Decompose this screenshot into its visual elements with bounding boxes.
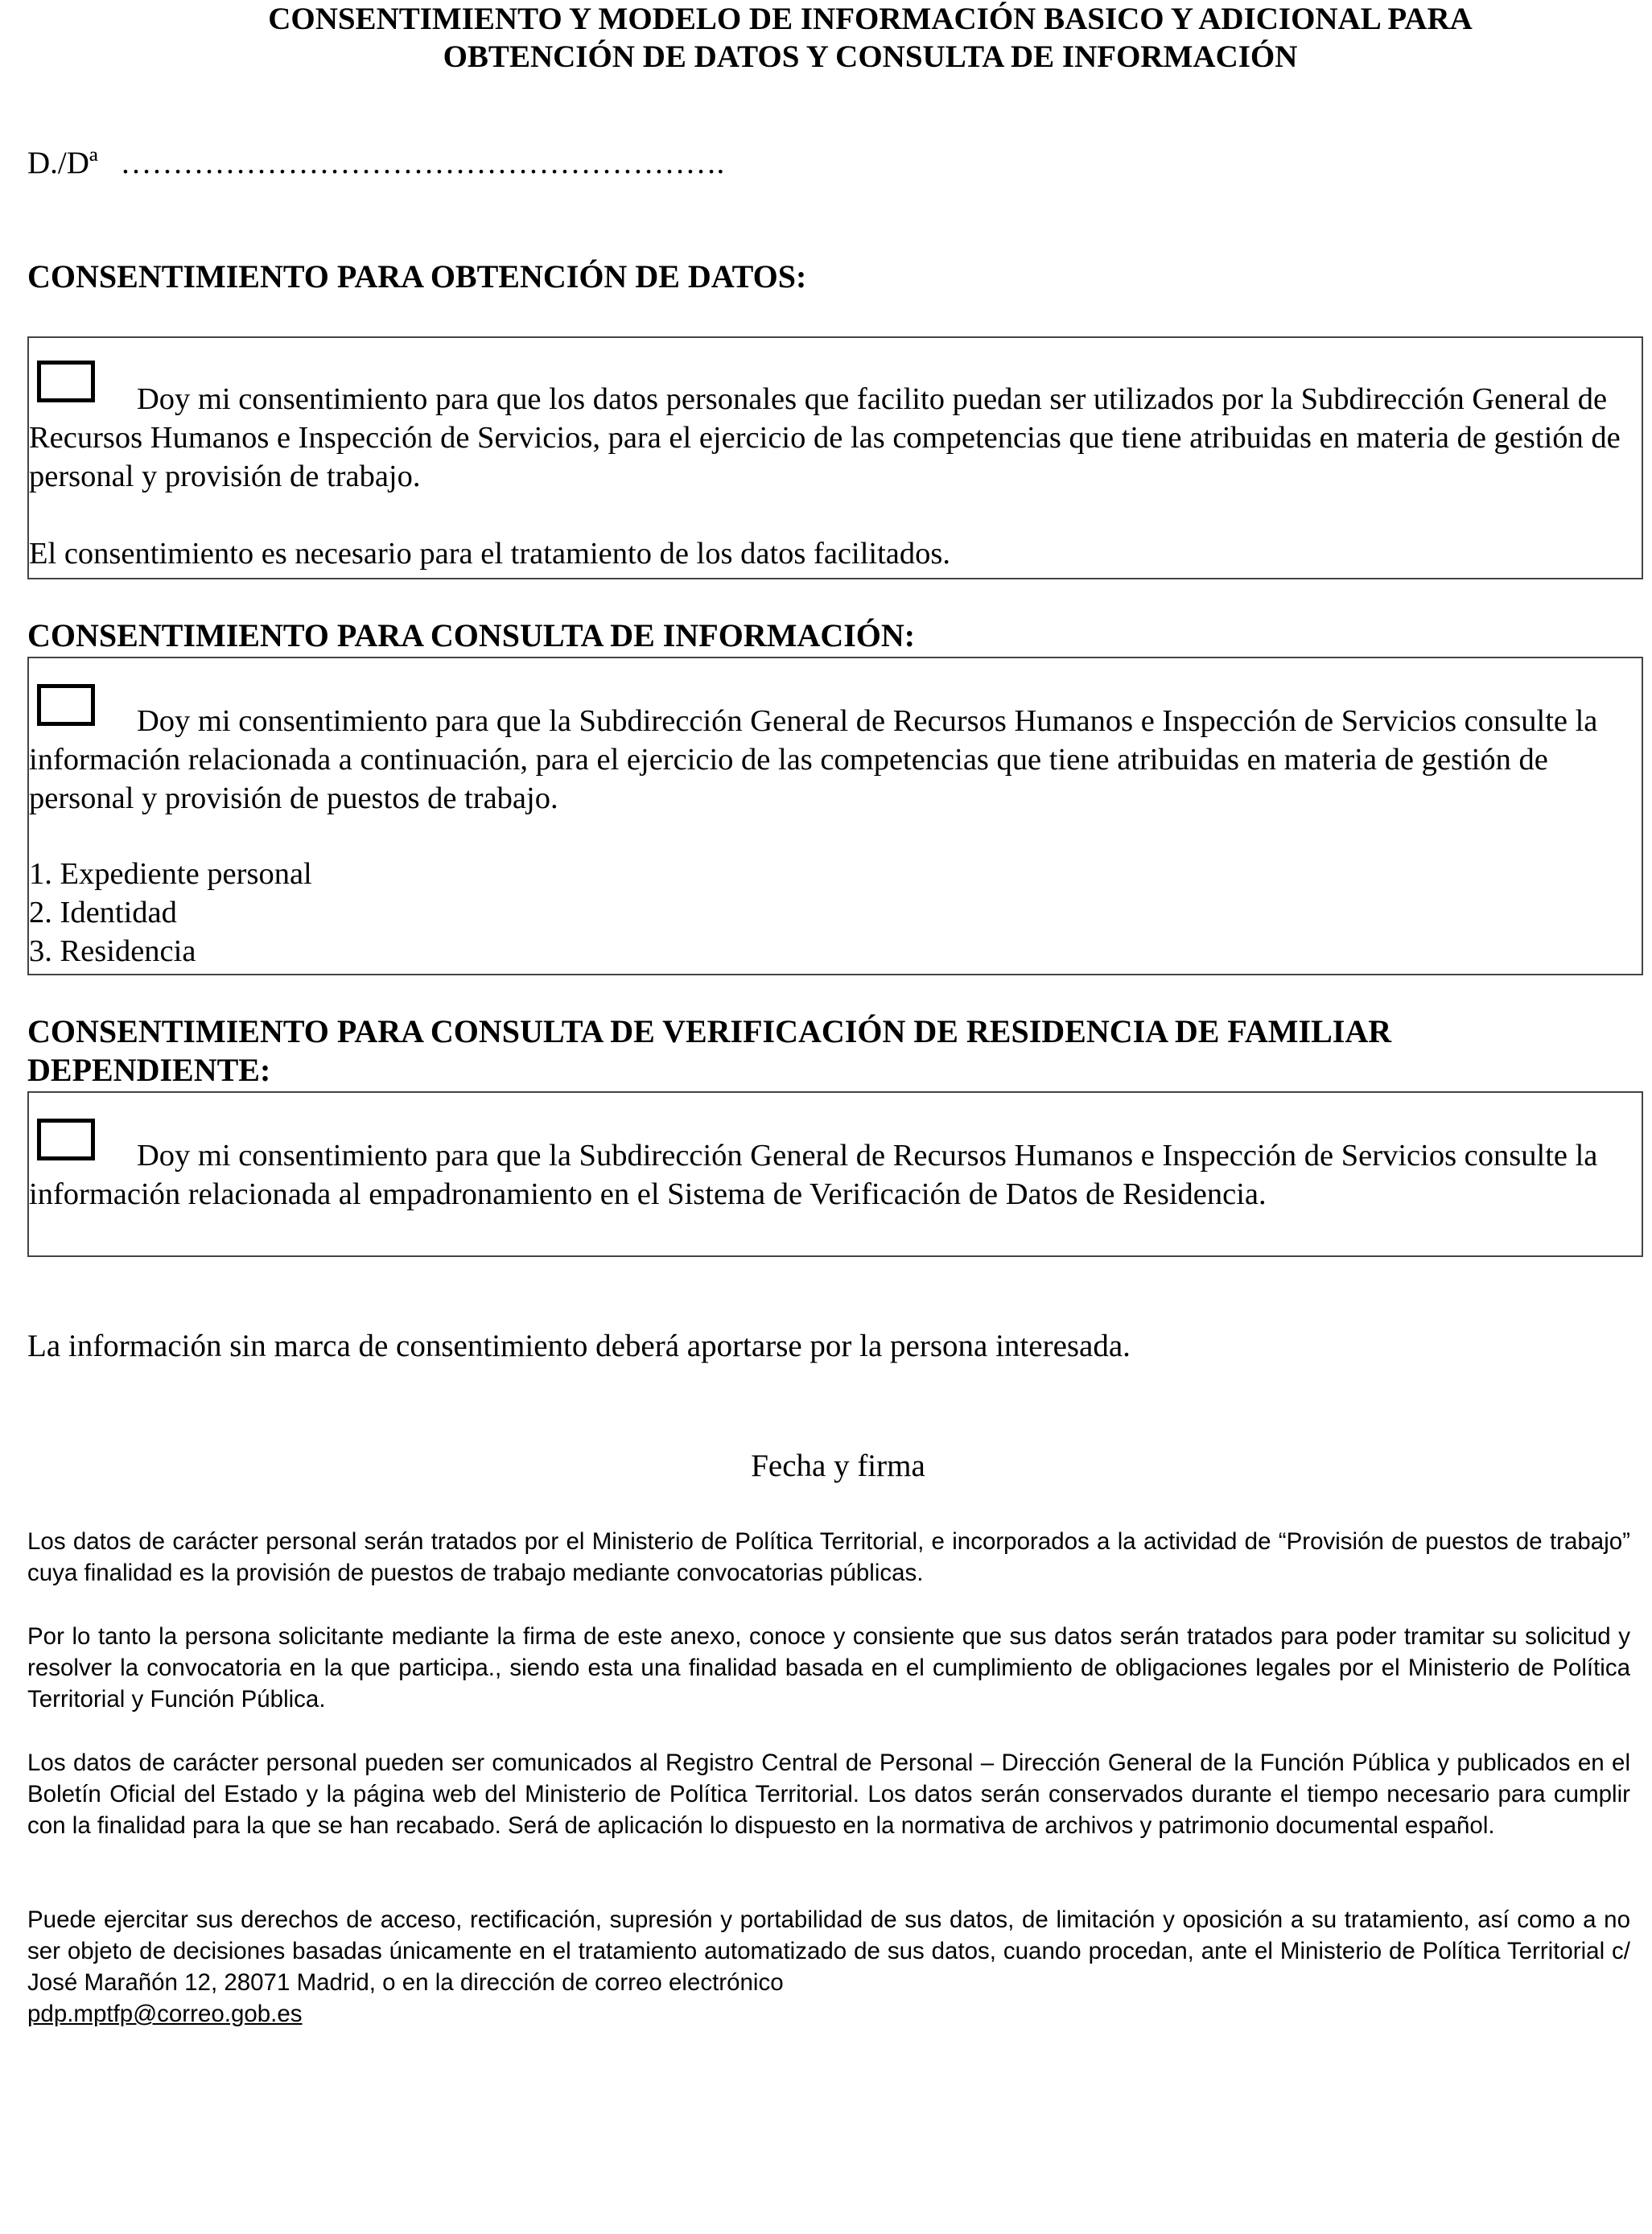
list-item: 2. Identidad bbox=[29, 896, 177, 929]
list-item: 3. Residencia bbox=[29, 934, 196, 968]
contact-email-link[interactable]: pdp.mptfp@correo.gob.es bbox=[27, 2001, 303, 2027]
missing-consent-notice: La información sin marca de consentimiento deberá aportarse por la persona interesada. bbox=[27, 1329, 1131, 1363]
consent-text-obtencion bbox=[29, 380, 1642, 573]
consulta-items-list bbox=[29, 855, 1621, 971]
consent-text-residencia bbox=[29, 1136, 1642, 1214]
section-heading-obtencion: CONSENTIMIENTO PARA OBTENCIÓN DE DATOS: bbox=[27, 258, 807, 295]
consent-box-residencia bbox=[27, 1091, 1643, 1257]
legal-text: Puede ejercitar sus derechos de acceso, rectificación, supresión y portabilidad de sus datos, de limitación y oposición a su tratamiento, así como a no ser objeto de decisiones basadas únicamente en el tratamiento automatizado de sus datos, cuando procedan, ante el Ministerio de Política Territorial c/ José Marañón 12, 28071 Madrid, o en la dirección de correo electrónico bbox=[27, 1906, 1630, 1996]
section-heading-residencia-line-2: DEPENDIENTE: bbox=[27, 1052, 271, 1088]
consent-paragraph-residencia: Doy mi consentimiento para que la Subdirección General de Recursos Humanos e Inspección de Servicios consulte la información relacionada al empadronamiento en el Sistema de Verificación de Datos de Residencia. bbox=[29, 1139, 1598, 1211]
consent-note-obtencion: El consentimiento es necesario para el tratamiento de los datos facilitados. bbox=[29, 537, 950, 571]
consent-paragraph-consulta: Doy mi consentimiento para que la Subdirección General de Recursos Humanos e Inspección de Servicios consulte la información relacionada a continuación, para el ejercicio de las competencias que tiene atribuidas en materia de gestión de personal y provisión de puestos de trabajo. bbox=[29, 704, 1598, 815]
recipient-line bbox=[27, 143, 724, 183]
legal-paragraph-1 bbox=[27, 1526, 1630, 1589]
legal-text: Por lo tanto la persona solicitante mediante la firma de este anexo, conoce y consiente que sus datos serán tratados para poder tramitar su solicitud y resolver la convocatoria en la que participa., siendo esta una finalidad basada en el cumplimiento de obligaciones legales por el Ministerio de Política Territorial y Función Pública. bbox=[27, 1623, 1630, 1713]
title-line-1: CONSENTIMIENTO Y MODELO DE INFORMACIÓN BASICO Y ADICIONAL PARA bbox=[268, 2, 1473, 36]
document-title bbox=[0, 0, 1652, 76]
section-heading-residencia-line-1: CONSENTIMIENTO PARA CONSULTA DE VERIFICACIÓN DE RESIDENCIA DE FAMILIAR bbox=[27, 1013, 1392, 1049]
legal-text: Los datos de carácter personal pueden ser comunicados al Registro Central de Personal – Dirección General de la Función Pública y publicados en el Boletín Oficial del Estado y la página web del Ministerio de Política Territorial. Los datos serán conservados durante el tiempo necesario para cumplir con la finalidad para la que se han recabado. Será de aplicación lo dispuesto en la normativa de archivos y patrimonio documental español. bbox=[27, 1750, 1630, 1839]
consent-paragraph-obtencion: Doy mi consentimiento para que los datos personales que facilito puedan ser utilizados por la Subdirección General de Recursos Humanos e Inspección de Servicios, para el ejercicio de las competencias que tiene atribuidas en materia de gestión de personal y provisión de trabajo. bbox=[29, 382, 1621, 493]
recipient-label: D./Dª bbox=[27, 146, 98, 180]
title-line-2: OBTENCIÓN DE DATOS Y CONSULTA DE INFORMACIÓN bbox=[443, 39, 1298, 74]
recipient-name-field[interactable]: …………………………………………………. bbox=[120, 146, 725, 180]
legal-paragraph-3 bbox=[27, 1747, 1630, 1841]
list-item: 1. Expediente personal bbox=[29, 857, 312, 891]
legal-text: Los datos de carácter personal serán tratados por el Ministerio de Política Territorial, e incorporados a la actividad de “Provisión de puestos de trabajo” cuya finalidad es la provisión de puestos de trabajo mediante convocatorias públicas. bbox=[27, 1528, 1630, 1586]
consent-box-obtencion bbox=[27, 336, 1643, 579]
date-signature-label: Fecha y firma bbox=[751, 1449, 925, 1483]
section-heading-consulta: CONSENTIMIENTO PARA CONSULTA DE INFORMACIÓN: bbox=[27, 617, 916, 653]
consent-text-consulta bbox=[29, 702, 1642, 971]
section-heading-residencia bbox=[27, 1012, 1391, 1090]
legal-paragraph-4 bbox=[27, 1904, 1630, 2030]
legal-paragraph-2 bbox=[27, 1621, 1630, 1715]
consent-box-consulta bbox=[27, 657, 1643, 975]
